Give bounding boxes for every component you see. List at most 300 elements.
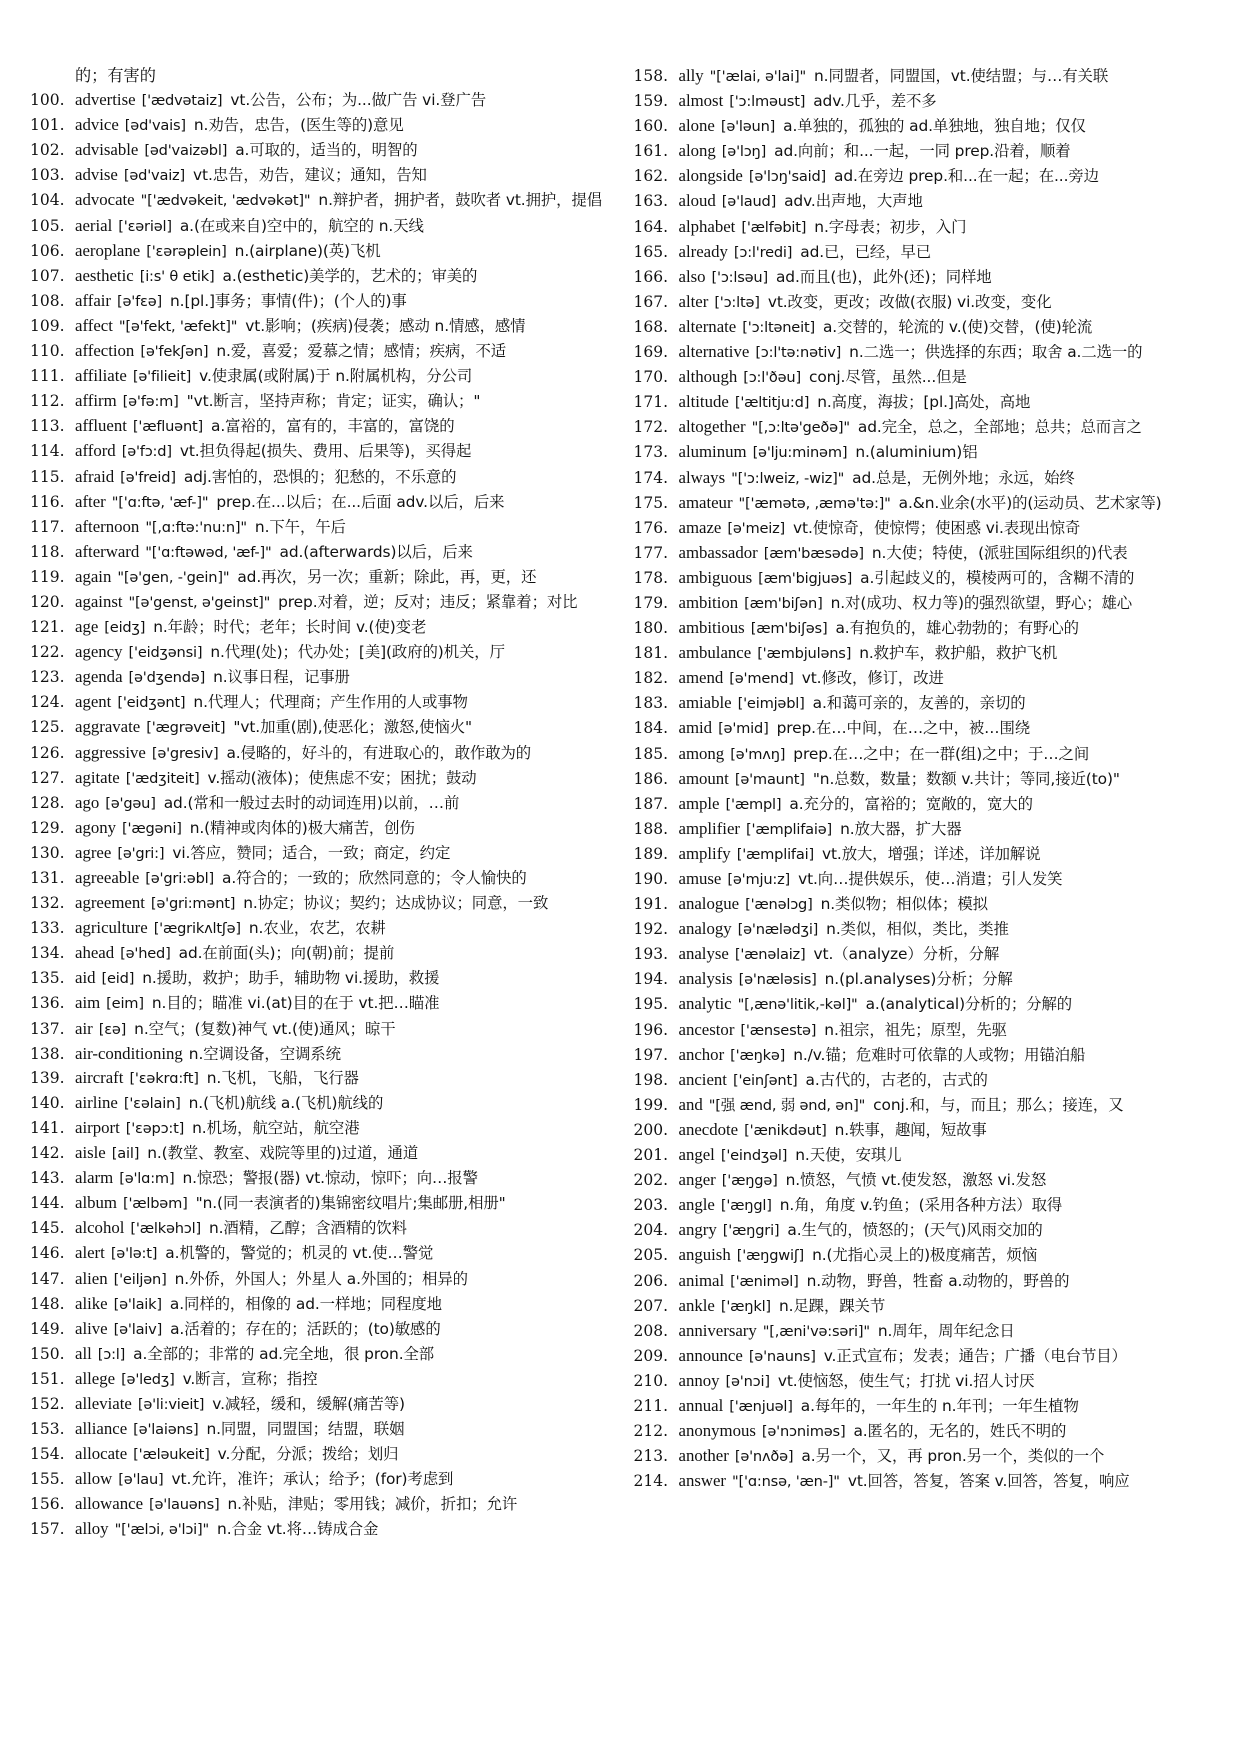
headword: against	[75, 591, 123, 611]
entry-body	[679, 1018, 1216, 1043]
definition: a.充分的，富裕的；宽敞的，宽大的	[789, 794, 1033, 813]
headword: angry	[678, 1220, 717, 1240]
dictionary-entry	[634, 1344, 1216, 1369]
definition: n.外侨，外国人；外星人 a.外国的；相异的	[174, 1269, 468, 1288]
entry-number: 169.	[633, 343, 669, 362]
headword: alongside	[678, 166, 743, 186]
entry-number: 162.	[633, 167, 669, 186]
dictionary-entry	[634, 516, 1216, 541]
headword: agitate	[75, 767, 120, 787]
entry-body	[679, 892, 1216, 917]
definition: n.(aluminium)铝	[855, 443, 978, 462]
entry-number: 192.	[633, 920, 669, 939]
dictionary-entry	[634, 440, 1216, 465]
phonetic: ['ænsestə]	[740, 1021, 817, 1039]
headword: advice	[75, 115, 119, 135]
entry-body	[679, 215, 1216, 240]
definition: ad.完全，总之，全部地；总共；总而言之	[857, 418, 1142, 437]
definition: a.可取的，适当的，明智的	[235, 141, 418, 160]
dictionary-entry	[634, 1294, 1216, 1319]
entry-number: 214.	[633, 1472, 669, 1491]
definition: n.议事日程，记事册	[213, 668, 350, 687]
definition: n.同盟者，同盟国，vt.使结盟；与…有关联	[814, 67, 1109, 85]
entry-body	[75, 1517, 612, 1542]
phonetic: ['æŋgl]	[720, 1197, 772, 1215]
entry-body	[75, 439, 612, 464]
entry-number: 168.	[633, 317, 669, 336]
phonetic: [əd'vaiz]	[123, 167, 186, 185]
headword: alternate	[678, 316, 737, 336]
headword: allow	[75, 1469, 113, 1489]
entry-body	[679, 691, 1216, 716]
dictionary-entry	[30, 766, 612, 791]
headword: almost	[678, 91, 724, 111]
dictionary-entry	[30, 1317, 612, 1342]
entry-number: 152.	[30, 1394, 65, 1413]
definition: a.&n.业余(水平)的(运动员、艺术家等)	[898, 493, 1162, 512]
headword: affiliate	[75, 366, 127, 386]
definition: vi.答应，赞同；适合，一致；商定，约定	[172, 843, 451, 862]
definition: prep.在…之中；在一群(组)之中；于…之间	[793, 744, 1090, 763]
headword: ambassador	[678, 542, 758, 562]
headword: afford	[75, 441, 116, 461]
entry-body	[75, 741, 612, 766]
definition: a.同样的，相像的 ad.一样地；同程度地	[169, 1294, 442, 1313]
phonetic: "['ædvəkeit, 'ædvəkət]"	[140, 192, 311, 210]
definition: n.高度，海拔；[pl.]高处，高地	[817, 393, 1031, 412]
headword: air-conditioning	[75, 1043, 183, 1063]
phonetic: [ə'filieit]	[132, 368, 192, 386]
entry-number: 103.	[30, 166, 65, 185]
dictionary-entry	[30, 1241, 612, 1266]
phonetic: [ə'lə:t]	[110, 1245, 158, 1263]
dictionary-entry	[30, 565, 612, 590]
entry-number: 100.	[30, 91, 65, 110]
definition: ad.向前；和...一起，一同 prep.沿着，顺着	[774, 142, 1071, 161]
entry-number: 128.	[30, 793, 65, 812]
phonetic: [ɔ:l'tə:nətiv]	[755, 344, 842, 362]
entry-body	[679, 1168, 1216, 1193]
phonetic: [ə'ləun]	[720, 118, 776, 136]
dictionary-entry	[30, 1191, 612, 1216]
definition: n.动物，野兽，牲畜 a.动物的，野兽的	[806, 1271, 1070, 1290]
headword: aloud	[678, 191, 716, 211]
entry-number: 101.	[30, 116, 65, 135]
headword: amplify	[678, 843, 731, 863]
headword: another	[678, 1446, 729, 1466]
headword: alive	[75, 1318, 108, 1338]
dictionary-entry	[634, 89, 1216, 114]
dictionary-entry	[634, 164, 1216, 189]
entry-body	[679, 1344, 1216, 1369]
entry-body	[679, 390, 1216, 415]
phonetic: [ə'nʌðə]	[734, 1448, 794, 1466]
phonetic: ['æmbjuləns]	[757, 645, 852, 663]
definition: n.协定；协议；契约；达成协议；同意，一致	[243, 894, 549, 913]
phonetic: ['æfluənt]	[132, 418, 204, 436]
dictionary-entry	[30, 364, 612, 389]
phonetic: ['ædvətaiz]	[141, 92, 223, 110]
definition: n.天使，安琪儿	[795, 1146, 902, 1165]
phonetic: ['æmplifai]	[736, 845, 814, 863]
headword: afraid	[75, 466, 115, 486]
definition: n.辩护者，拥护者，鼓吹者 vt.拥护，提倡	[318, 191, 603, 210]
dictionary-entry	[634, 792, 1216, 817]
dictionary-entry	[634, 716, 1216, 741]
headword: allocate	[75, 1444, 128, 1464]
dictionary-entry	[634, 1068, 1216, 1093]
phonetic: ['æmpl]	[725, 795, 782, 813]
definition: n.代理(处)；代办处；[美](政府的)机关，厅	[210, 643, 505, 662]
phonetic: [ə'nælədʒi]	[737, 921, 819, 939]
headword: analogy	[678, 919, 732, 939]
headword: aim	[75, 993, 101, 1013]
entry-number: 205.	[633, 1246, 669, 1265]
phonetic: [ə'nɔi]	[725, 1372, 770, 1390]
headword: alert	[75, 1243, 105, 1263]
dictionary-entry	[634, 992, 1216, 1017]
definition: ad.(afterwards)以后，后来	[279, 542, 473, 561]
headword: age	[75, 617, 99, 637]
entry-body	[75, 1191, 612, 1216]
headword: amuse	[678, 869, 722, 888]
entry-number: 132.	[30, 894, 65, 913]
dictionary-entry	[634, 491, 1216, 516]
definition: vt.影响；(疾病)侵袭；感动 n.情感，感情	[245, 316, 526, 335]
phonetic: [eidʒ]	[104, 619, 146, 637]
phonetic: ['eindʒəl]	[720, 1147, 788, 1165]
definition: a.生气的，愤怒的；(天气)风雨交加的	[787, 1221, 1043, 1240]
phonetic: ['ɔ:lsəu]	[711, 268, 768, 286]
entry-body	[75, 113, 612, 138]
dictionary-entry	[30, 1367, 612, 1392]
dictionary-entry	[30, 941, 612, 966]
entry-body	[679, 189, 1216, 214]
dictionary-entry	[634, 265, 1216, 290]
headword: agree	[75, 842, 112, 862]
headword: anniversary	[678, 1320, 757, 1340]
definition: ad.再次，另一次；重新；除此，再，更，还	[237, 567, 537, 586]
definition: n.(pl.analyses)分析；分解	[824, 970, 1013, 989]
entry-number: 147.	[30, 1269, 65, 1288]
dictionary-entry	[634, 340, 1216, 365]
entry-body	[679, 1093, 1216, 1118]
phonetic: [æm'bigjuəs]	[758, 569, 853, 587]
entry-number: 189.	[633, 844, 669, 863]
headword: although	[678, 367, 738, 387]
headword: alleviate	[75, 1393, 132, 1413]
phonetic: ['ægrəveit]	[146, 719, 226, 737]
dictionary-page	[30, 64, 1215, 1724]
entry-body	[75, 991, 612, 1016]
headword: afternoon	[75, 516, 140, 536]
dictionary-entry	[30, 816, 612, 841]
definition: ad.(常和一般过去时的动词连用)以前，…前	[163, 793, 460, 812]
dictionary-entry	[30, 1166, 612, 1191]
entry-number: 196.	[633, 1020, 669, 1039]
entry-number: 133.	[30, 919, 65, 938]
dictionary-entry	[634, 1218, 1216, 1243]
headword: anecdote	[678, 1119, 739, 1139]
entry-number: 139.	[30, 1068, 65, 1087]
entry-number: 176.	[633, 518, 669, 537]
phonetic: "[ə'fekt, 'æfekt]"	[118, 317, 238, 335]
entry-body	[75, 1267, 612, 1292]
phonetic: ['ænikdəut]	[744, 1121, 827, 1139]
headword: air	[75, 1018, 93, 1038]
entry-body	[75, 88, 612, 113]
entry-number: 149.	[30, 1319, 65, 1338]
dictionary-entry	[634, 139, 1216, 164]
entry-body	[679, 641, 1216, 666]
definition: n.下午，午后	[254, 517, 346, 536]
entry-number: 179.	[633, 593, 669, 612]
entry-body	[75, 1317, 612, 1342]
dictionary-entry	[634, 616, 1216, 641]
definition: "vt.加重(剧),使恶化；激怒,使恼火"	[233, 718, 472, 737]
phonetic: ['ɔ:ltəneit]	[742, 318, 815, 336]
entry-number: 151.	[30, 1369, 65, 1388]
entry-body	[679, 867, 1216, 892]
entry-number: 148.	[30, 1294, 65, 1313]
entry-number: 112.	[30, 392, 65, 411]
entry-body	[75, 766, 612, 791]
phonetic: [əd'vais]	[124, 117, 186, 135]
entry-body	[75, 364, 612, 389]
dictionary-entry	[634, 1168, 1216, 1193]
definition: adj.害怕的，恐惧的；犯愁的，不乐意的	[183, 467, 457, 486]
dictionary-entry	[30, 715, 612, 740]
definition: n.农业，农艺，农耕	[248, 919, 386, 938]
headword: amiable	[678, 693, 732, 713]
entry-body	[75, 1042, 612, 1066]
phonetic: [ə'maunt]	[734, 770, 805, 788]
entry-number: 143.	[30, 1169, 65, 1188]
dictionary-entry	[634, 1143, 1216, 1168]
entry-number: 146.	[30, 1244, 65, 1263]
entry-number: 108.	[30, 291, 65, 310]
definition: a.另一个，又，再 pron.另一个，类似的一个	[801, 1447, 1105, 1466]
headword: ambiguous	[678, 567, 753, 587]
phonetic: [ə'fə:m]	[122, 393, 179, 411]
definition: n.救护车，救护船，救护飞机	[859, 644, 1058, 663]
dictionary-entry	[30, 841, 612, 866]
phonetic: ['ænjuəl]	[729, 1397, 793, 1415]
dictionary-entry	[634, 215, 1216, 240]
phonetic: "[,ɔ:ltə'geðə]"	[751, 419, 850, 437]
definition: adv.出声地，大声地	[784, 192, 923, 211]
entry-number: 194.	[633, 970, 669, 989]
dictionary-entry	[634, 466, 1216, 491]
dictionary-entry	[30, 590, 612, 615]
headword: agent	[75, 692, 112, 712]
entry-body	[75, 414, 612, 439]
definition: a.匿名的，无名的，姓氏不明的	[853, 1422, 1067, 1441]
dictionary-entry	[30, 490, 612, 515]
dictionary-entry	[634, 1193, 1216, 1218]
headword: allege	[75, 1368, 116, 1388]
entry-body	[679, 1469, 1216, 1494]
phonetic: ['ælfəbit]	[741, 218, 807, 236]
dictionary-entry	[634, 1018, 1216, 1043]
dictionary-entry	[634, 892, 1216, 917]
headword: ago	[75, 792, 100, 812]
entry-body	[679, 666, 1216, 691]
phonetic: "['æmətə, ,æmə'tə:]"	[738, 494, 891, 512]
entry-number: 200.	[633, 1120, 669, 1139]
entry-body	[679, 315, 1216, 340]
phonetic: [ə'lɔŋ]	[721, 143, 767, 161]
phonetic: ['æŋkə]	[730, 1046, 786, 1064]
dictionary-entry	[30, 1442, 612, 1467]
definition: a.古代的，古老的，古式的	[805, 1070, 988, 1089]
entry-number: 113.	[30, 417, 65, 436]
definition: n.代理人；代理商；产生作用的人或事物	[193, 693, 468, 712]
headword: altitude	[678, 392, 729, 412]
entry-body	[75, 540, 612, 565]
entry-number: 183.	[633, 694, 669, 713]
dictionary-entry	[634, 566, 1216, 591]
phonetic: ['eidʒənt]	[117, 694, 186, 712]
headword: analytic	[678, 994, 732, 1014]
dictionary-entry	[30, 891, 612, 916]
definition: vt.回答，答复，答案 v.回答，答复，响应	[847, 1472, 1130, 1491]
phonetic: "['ɑ:ftəwəd, 'æf-]"	[145, 543, 272, 561]
phonetic: ['ɛəpɔ:t]	[125, 1119, 185, 1137]
definition: a.单独的，孤独的 ad.单独地，独自地；仅仅	[783, 117, 1086, 136]
dictionary-entry	[634, 666, 1216, 691]
headword: affect	[75, 315, 113, 335]
dictionary-entry	[634, 867, 1216, 892]
entry-number: 121.	[30, 618, 65, 637]
entry-number: 201.	[633, 1146, 669, 1165]
definition: n.放大器，扩大器	[840, 819, 962, 838]
entry-body	[679, 842, 1216, 867]
entry-body	[75, 690, 612, 715]
entry-body	[75, 1442, 612, 1467]
dictionary-entry	[634, 64, 1216, 89]
headword: alarm	[75, 1168, 114, 1188]
headword: alcohol	[75, 1218, 125, 1238]
entry-body	[75, 841, 612, 866]
headword: agreeable	[75, 868, 140, 887]
entry-number: 137.	[30, 1019, 65, 1038]
entry-body	[75, 891, 612, 916]
definition: vt.（analyze）分析，分解	[813, 945, 1000, 964]
entry-body	[75, 1066, 612, 1091]
dictionary-entry	[634, 817, 1216, 842]
headword: ancestor	[678, 1019, 735, 1039]
definition: vt.向…提供娱乐，使…消遣；引人发笑	[798, 870, 1063, 888]
entry-number: 203.	[633, 1196, 669, 1215]
phonetic: "['ɑ:ftə, 'æf-]"	[111, 493, 209, 511]
entry-number: 106.	[30, 241, 65, 260]
entry-body	[75, 1141, 612, 1166]
entry-number: 211.	[633, 1396, 669, 1415]
entry-body	[679, 1444, 1216, 1469]
phonetic: [ə'fɔ:d]	[121, 443, 172, 461]
entry-number: 161.	[633, 142, 669, 161]
entry-body	[679, 942, 1216, 967]
phonetic: ['einʃənt]	[732, 1071, 798, 1089]
headword: agreement	[75, 893, 145, 913]
headword: alloy	[75, 1519, 109, 1539]
entry-number: 120.	[30, 592, 65, 611]
definition: conj.尽管，虽然...但是	[808, 368, 967, 387]
dictionary-entry	[634, 240, 1216, 265]
entry-body	[679, 1068, 1216, 1093]
entry-number: 160.	[633, 117, 669, 136]
phonetic: [ail]	[111, 1145, 140, 1163]
entry-body	[679, 1143, 1216, 1168]
headword: affection	[75, 341, 135, 361]
phonetic: ['æləukeit]	[133, 1446, 210, 1464]
entry-body	[75, 866, 612, 891]
entry-number: 138.	[30, 1044, 65, 1063]
phonetic: ['ænəlɔg]	[745, 896, 813, 914]
entry-number: 174.	[633, 468, 669, 487]
headword: aircraft	[75, 1067, 124, 1087]
entry-body	[75, 239, 612, 264]
phonetic: "[ə'genst, ə'geinst]"	[128, 593, 271, 611]
headword: aisle	[75, 1143, 106, 1163]
entry-number: 136.	[30, 994, 65, 1013]
headword: analogue	[678, 894, 740, 914]
definition: vt.使惊奇，使惊愕；使困惑 vi.表现出惊奇	[793, 518, 1081, 537]
headword: amplifier	[678, 818, 741, 838]
dictionary-entry	[634, 1243, 1216, 1268]
entry-body	[75, 264, 612, 289]
entry-number: 172.	[633, 418, 669, 437]
entry-body	[679, 89, 1216, 114]
entry-body	[75, 665, 612, 690]
phonetic: ['æniməl]	[730, 1272, 799, 1290]
phonetic: [ə'nɔniməs]	[761, 1423, 846, 1441]
entry-number: 190.	[633, 870, 669, 888]
headword: anger	[678, 1170, 716, 1190]
headword: amaze	[678, 517, 722, 537]
dictionary-entry	[30, 465, 612, 490]
entry-body	[75, 640, 612, 665]
definition: ad.已，已经，早已	[800, 242, 932, 261]
definition: ad.而且(也)，此外(还)；同样地	[775, 267, 992, 286]
entry-number: 157.	[30, 1520, 65, 1539]
entry-number: 107.	[30, 266, 65, 285]
dictionary-entry	[634, 691, 1216, 716]
definition: a.机警的，警觉的；机灵的 vt.使…警觉	[165, 1244, 434, 1263]
entry-body	[679, 1043, 1216, 1068]
dictionary-entry	[634, 641, 1216, 666]
entry-number: 180.	[633, 619, 669, 638]
entry-number: 209.	[633, 1346, 669, 1365]
entry-body	[75, 916, 612, 941]
headword: alien	[75, 1268, 108, 1288]
dictionary-entry	[634, 315, 1216, 340]
definition: adv.几乎，差不多	[813, 92, 937, 111]
dictionary-entry	[30, 866, 612, 891]
headword: alone	[678, 116, 715, 136]
headword: anonymous	[678, 1421, 756, 1441]
dictionary-entry	[30, 1267, 612, 1292]
entry-body	[679, 164, 1216, 189]
definition: ad.在旁边 prep.和...在一起；在...旁边	[834, 167, 1099, 186]
headword: ahead	[75, 943, 115, 963]
definition: n.轶事，趣闻，短故事	[834, 1120, 987, 1139]
headword: ambitious	[678, 618, 745, 638]
phonetic: [ə'ledʒ]	[121, 1370, 175, 1388]
continuation-line: 的；有害的	[75, 66, 156, 85]
dictionary-entry	[634, 1319, 1216, 1344]
